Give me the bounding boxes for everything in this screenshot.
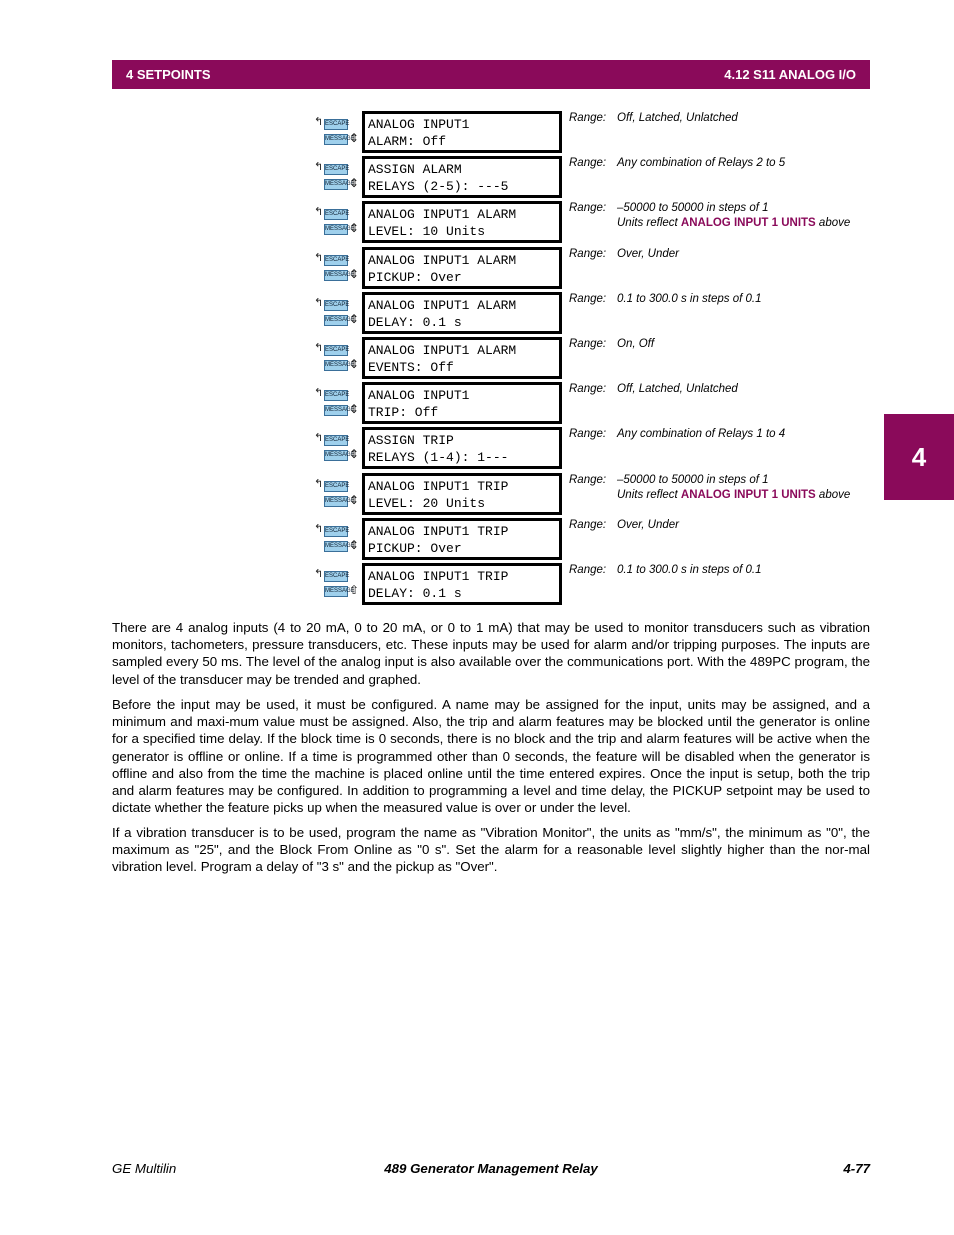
navigation-keys: [312, 251, 362, 287]
navigation-keys: [312, 386, 362, 422]
escape-key-icon[interactable]: ESCAPE: [324, 526, 348, 537]
lcd-display: [362, 111, 562, 153]
range-line-1: –50000 to 50000 in steps of 1: [617, 474, 769, 486]
lcd-line-1: ASSIGN TRIP: [368, 433, 454, 448]
message-key-icon[interactable]: MESSAGE: [324, 179, 348, 190]
footer-product: 489 Generator Management Relay: [384, 1161, 598, 1176]
escape-key-icon[interactable]: ESCAPE: [324, 209, 348, 220]
setpoint-row: [312, 473, 872, 517]
lcd-line-1: ANALOG INPUT1 TRIP: [368, 524, 509, 539]
range-label: Range:: [569, 202, 607, 214]
escape-key-icon[interactable]: ESCAPE: [324, 255, 348, 266]
updown-arrow-icon: ⇕: [349, 402, 360, 416]
escape-key-icon[interactable]: ESCAPE: [324, 571, 348, 582]
message-key-icon[interactable]: MESSAGE: [324, 315, 348, 326]
section-title: 4.12 S11 ANALOG I/O: [724, 67, 856, 82]
updown-arrow-icon: ⇕: [349, 131, 360, 145]
lcd-display: [362, 156, 562, 198]
range-value: [617, 382, 738, 397]
range-value: [617, 156, 785, 171]
lcd-line-2: DELAY: 0.1 s: [368, 586, 462, 601]
escape-arrow-icon: ↰: [314, 161, 324, 173]
range-note-setting: ANALOG INPUT 1 UNITS: [680, 217, 816, 229]
lcd-display: [362, 518, 562, 560]
lcd-line-2: ALARM: Off: [368, 134, 447, 149]
lcd-line-2: EVENTS: Off: [368, 360, 454, 375]
message-key-icon[interactable]: MESSAGE: [324, 360, 348, 371]
lcd-line-1: ANALOG INPUT1 ALARM: [368, 298, 517, 313]
range-line-1: Over, Under: [617, 248, 679, 260]
range-line-1: Off, Latched, Unlatched: [617, 383, 738, 395]
lcd-line-2: PICKUP: Over: [368, 541, 462, 556]
setpoint-row: [312, 111, 872, 155]
escape-key-icon[interactable]: ESCAPE: [324, 390, 348, 401]
setpoint-row: [312, 292, 872, 336]
lcd-line-2: PICKUP: Over: [368, 270, 462, 285]
range-label: Range:: [569, 564, 607, 576]
navigation-keys: [312, 431, 362, 467]
escape-arrow-icon: ↰: [314, 568, 324, 580]
setpoint-row: [312, 337, 872, 381]
setpoint-row: [312, 563, 872, 607]
range-label: Range:: [569, 248, 607, 260]
updown-arrow-icon: ⇕: [349, 538, 360, 552]
setpoint-row: [312, 247, 872, 291]
updown-arrow-icon: ⇕: [349, 312, 360, 326]
range-note-suffix: above: [815, 217, 851, 229]
message-key-icon[interactable]: MESSAGE: [324, 586, 348, 597]
updown-arrow-icon: ⇕: [349, 493, 360, 507]
lcd-line-1: ANALOG INPUT1 TRIP: [368, 479, 509, 494]
escape-arrow-icon: ↰: [314, 116, 324, 128]
navigation-keys: [312, 115, 362, 151]
chapter-tab: 4: [884, 414, 954, 500]
message-key-icon[interactable]: MESSAGE: [324, 450, 348, 461]
lcd-display: [362, 337, 562, 379]
range-line-1: Over, Under: [617, 519, 679, 531]
navigation-keys: [312, 341, 362, 377]
escape-arrow-icon: ↰: [314, 523, 324, 535]
escape-arrow-icon: ↰: [314, 387, 324, 399]
lcd-display: [362, 201, 562, 243]
updown-arrow-icon: ⇕: [349, 176, 360, 190]
escape-arrow-icon: ↰: [314, 297, 324, 309]
setpoint-row: [312, 518, 872, 562]
lcd-display: [362, 473, 562, 515]
message-key-icon[interactable]: MESSAGE: [324, 134, 348, 145]
footer-company: GE Multilin: [112, 1161, 177, 1176]
range-line-2: [617, 488, 850, 503]
range-value: [617, 427, 785, 442]
lcd-line-1: ANALOG INPUT1: [368, 388, 470, 403]
range-value: [617, 473, 850, 503]
message-key-icon[interactable]: MESSAGE: [324, 224, 348, 235]
range-label: Range:: [569, 112, 607, 124]
paragraph-2: Before the input may be used, it must be configured. A name may be assigned for the input, units may be assigned, and a minimum and maxi-mum value must be assigned. Also, the trip and alarm features may be blocked until the generator is online for a specified time delay. If the block time is 0 seconds, there is no block and the trip and alarm features will be active when the generator is offline or online. If a time is programmed other than 0 seconds, the feature will be disabled when the generator is offline and also from the time the machine is placed online until the time entered expires. Once the input is setup, both the trip and alarm features may be configured. In addition to programming a level and time delay, the PICKUP setpoint may be used to dictate whether the feature picks up when the measured value is over or under the level.: [112, 697, 870, 816]
range-label: Range:: [569, 428, 607, 440]
lcd-line-1: ANALOG INPUT1 ALARM: [368, 207, 517, 222]
range-label: Range:: [569, 157, 607, 169]
navigation-keys: [312, 205, 362, 241]
lcd-line-2: DELAY: 0.1 s: [368, 315, 462, 330]
lcd-line-2: LEVEL: 10 Units: [368, 224, 486, 239]
setpoint-row: [312, 201, 872, 245]
updown-arrow-icon: ⇕: [349, 221, 360, 235]
range-label: Range:: [569, 519, 607, 531]
range-line-1: 0.1 to 300.0 s in steps of 0.1: [617, 564, 762, 576]
escape-arrow-icon: ↰: [314, 206, 324, 218]
escape-arrow-icon: ↰: [314, 252, 324, 264]
message-key-icon[interactable]: MESSAGE: [324, 541, 348, 552]
lcd-display: [362, 427, 562, 469]
range-line-1: 0.1 to 300.0 s in steps of 0.1: [617, 293, 762, 305]
updown-arrow-icon: ⇧: [349, 583, 360, 597]
range-value: [617, 518, 679, 533]
setpoint-row: [312, 156, 872, 200]
range-note-setting: ANALOG INPUT 1 UNITS: [680, 489, 816, 501]
range-note-suffix: above: [815, 489, 851, 501]
range-value: [617, 292, 762, 307]
lcd-display: [362, 382, 562, 424]
paragraph-1: There are 4 analog inputs (4 to 20 mA, 0 to 20 mA, or 0 to 1 mA) that may be used to monitor transducers such as vibration monitors, tachometers, pressure transducers, etc. These inputs may be used for alarm and/or tripping purposes. The inputs are sampled every 50 ms. The level of the analog input is also available over the communications port. With the 489PC program, the level of the transducer may be trended and graphed.: [112, 620, 870, 687]
updown-arrow-icon: ⇕: [349, 357, 360, 371]
range-label: Range:: [569, 383, 607, 395]
lcd-display: [362, 563, 562, 605]
chapter-title: 4 SETPOINTS: [126, 67, 211, 82]
range-note-prefix: Units reflect: [617, 489, 681, 501]
escape-key-icon[interactable]: ESCAPE: [324, 119, 348, 130]
message-key-icon[interactable]: MESSAGE: [324, 405, 348, 416]
navigation-keys: [312, 296, 362, 332]
escape-key-icon[interactable]: ESCAPE: [324, 435, 348, 446]
lcd-line-1: ANALOG INPUT1: [368, 117, 470, 132]
paragraph-3: If a vibration transducer is to be used, program the name as "Vibration Monitor", the units as "mm/s", the minimum as "0", the maximum as "25", and the Block From Online as "0 s". Set the alarm for a reasonable level slightly higher than the nor-mal vibration level. Program a delay of "3 s" and the pickup as "Over".: [112, 825, 870, 875]
range-value: [617, 201, 850, 231]
lcd-line-1: ANALOG INPUT1 ALARM: [368, 343, 517, 358]
escape-arrow-icon: ↰: [314, 478, 324, 490]
navigation-keys: [312, 160, 362, 196]
updown-arrow-icon: ⇕: [349, 267, 360, 281]
lcd-line-1: ASSIGN ALARM: [368, 162, 462, 177]
escape-key-icon[interactable]: ESCAPE: [324, 164, 348, 175]
message-key-icon[interactable]: MESSAGE: [324, 270, 348, 281]
lcd-line-2: TRIP: Off: [368, 405, 439, 420]
navigation-keys: [312, 567, 362, 603]
lcd-line-2: RELAYS (2-5): ---5: [368, 179, 509, 194]
range-value: [617, 563, 762, 578]
message-key-icon[interactable]: MESSAGE: [324, 496, 348, 507]
footer-page-number: 4-77: [843, 1161, 870, 1176]
escape-key-icon[interactable]: ESCAPE: [324, 300, 348, 311]
range-line-1: Off, Latched, Unlatched: [617, 112, 738, 124]
range-line-1: Any combination of Relays 1 to 4: [617, 428, 786, 440]
range-note-prefix: Units reflect: [617, 217, 681, 229]
range-line-2: [617, 216, 850, 231]
lcd-line-1: ANALOG INPUT1 TRIP: [368, 569, 509, 584]
range-value: [617, 111, 738, 126]
lcd-line-1: ANALOG INPUT1 ALARM: [368, 253, 517, 268]
range-line-1: Any combination of Relays 2 to 5: [617, 157, 786, 169]
range-line-1: –50000 to 50000 in steps of 1: [617, 202, 769, 214]
lcd-display: [362, 292, 562, 334]
escape-arrow-icon: ↰: [314, 432, 324, 444]
range-line-1: On, Off: [617, 338, 655, 350]
navigation-keys: [312, 522, 362, 558]
escape-key-icon[interactable]: ESCAPE: [324, 345, 348, 356]
setpoint-row: [312, 382, 872, 426]
range-label: Range:: [569, 474, 607, 486]
range-label: Range:: [569, 338, 607, 350]
lcd-line-2: LEVEL: 20 Units: [368, 496, 486, 511]
updown-arrow-icon: ⇕: [349, 447, 360, 461]
lcd-line-2: RELAYS (1-4): 1---: [368, 450, 509, 465]
navigation-keys: [312, 477, 362, 513]
range-value: [617, 337, 654, 352]
range-label: Range:: [569, 293, 607, 305]
lcd-display: [362, 247, 562, 289]
section-header: [112, 60, 870, 89]
escape-key-icon[interactable]: ESCAPE: [324, 481, 348, 492]
escape-arrow-icon: ↰: [314, 342, 324, 354]
range-value: [617, 247, 679, 262]
setpoint-row: [312, 427, 872, 471]
